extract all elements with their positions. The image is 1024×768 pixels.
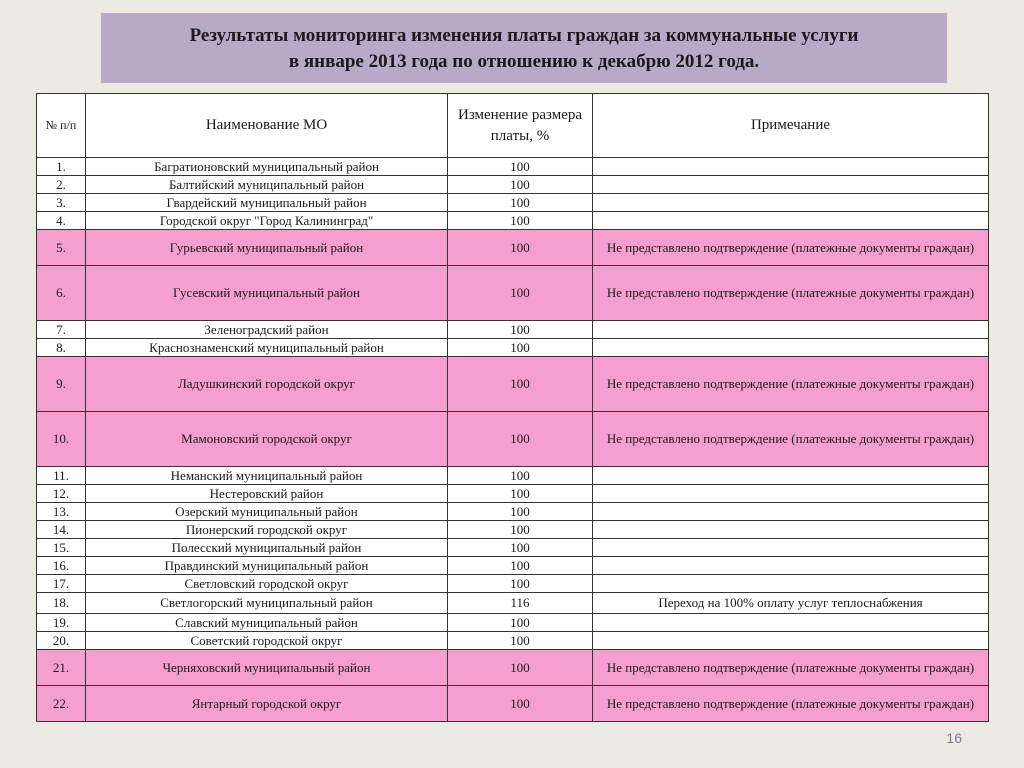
table-row [37, 575, 989, 593]
row-name: Озерский муниципальный район [86, 503, 448, 521]
row-note [593, 158, 989, 176]
row-number: 5. [37, 230, 86, 266]
row-value: 100 [448, 686, 593, 722]
row-note: Не представлено подтверждение (платежные документы граждан) [593, 650, 989, 686]
row-value: 100 [448, 485, 593, 503]
table-row-highlighted [37, 650, 989, 686]
row-value: 100 [448, 614, 593, 632]
page-number: 16 [946, 730, 962, 746]
row-name: Янтарный городской округ [86, 686, 448, 722]
row-number: 17. [37, 575, 86, 593]
row-name: Гвардейский муниципальный район [86, 194, 448, 212]
row-name: Мамоновский городской округ [86, 412, 448, 467]
row-value: 100 [448, 557, 593, 575]
row-note: Переход на 100% оплату услуг теплоснабжения [593, 593, 989, 614]
row-number: 6. [37, 266, 86, 321]
header-change: Изменение размера платы, % [448, 94, 593, 158]
table-row-highlighted [37, 266, 989, 321]
row-value: 100 [448, 575, 593, 593]
monitoring-table [36, 93, 989, 722]
row-note [593, 212, 989, 230]
header-name: Наименование МО [86, 94, 448, 158]
row-value: 100 [448, 632, 593, 650]
table-row [37, 593, 989, 614]
table-row [37, 557, 989, 575]
row-note [593, 539, 989, 557]
table-row [37, 485, 989, 503]
row-value: 100 [448, 339, 593, 357]
row-note [593, 194, 989, 212]
row-note [593, 575, 989, 593]
row-note: Не представлено подтверждение (платежные документы граждан) [593, 412, 989, 467]
table-body [37, 158, 989, 722]
row-number: 20. [37, 632, 86, 650]
row-name: Гусевский муниципальный район [86, 266, 448, 321]
row-value: 100 [448, 503, 593, 521]
table-row [37, 321, 989, 339]
table-row [37, 539, 989, 557]
row-value: 100 [448, 412, 593, 467]
row-value: 100 [448, 467, 593, 485]
table-row [37, 339, 989, 357]
row-name: Советский городской округ [86, 632, 448, 650]
row-number: 14. [37, 521, 86, 539]
table-row [37, 212, 989, 230]
row-number: 18. [37, 593, 86, 614]
row-note: Не представлено подтверждение (платежные документы граждан) [593, 357, 989, 412]
row-name: Светловский городской округ [86, 575, 448, 593]
row-note [593, 467, 989, 485]
row-name: Светлогорский муниципальный район [86, 593, 448, 614]
table-header-row [37, 94, 989, 158]
row-note [593, 503, 989, 521]
row-number: 21. [37, 650, 86, 686]
row-note: Не представлено подтверждение (платежные документы граждан) [593, 266, 989, 321]
row-note [593, 614, 989, 632]
title-line-2: в январе 2013 года по отношению к декабрю 2012 года. [288, 51, 760, 72]
row-note [593, 632, 989, 650]
row-number: 13. [37, 503, 86, 521]
row-number: 15. [37, 539, 86, 557]
row-number: 4. [37, 212, 86, 230]
row-name: Правдинский муниципальный район [86, 557, 448, 575]
row-number: 7. [37, 321, 86, 339]
row-value: 100 [448, 230, 593, 266]
row-value: 100 [448, 357, 593, 412]
row-note [593, 321, 989, 339]
row-name: Краснознаменский муниципальный район [86, 339, 448, 357]
table-row [37, 503, 989, 521]
row-note: Не представлено подтверждение (платежные документы граждан) [593, 230, 989, 266]
row-number: 10. [37, 412, 86, 467]
row-name: Черняховский муниципальный район [86, 650, 448, 686]
header-number: № п/п [37, 94, 86, 158]
row-value: 100 [448, 321, 593, 339]
row-name: Неманский муниципальный район [86, 467, 448, 485]
row-note [593, 521, 989, 539]
row-name: Нестеровский район [86, 485, 448, 503]
row-value: 100 [448, 266, 593, 321]
row-number: 3. [37, 194, 86, 212]
table-row [37, 467, 989, 485]
row-note [593, 176, 989, 194]
table-row [37, 176, 989, 194]
table-row [37, 194, 989, 212]
row-name: Зеленоградский район [86, 321, 448, 339]
row-number: 22. [37, 686, 86, 722]
row-value: 100 [448, 194, 593, 212]
table-row-highlighted [37, 357, 989, 412]
row-name: Пионерский городской округ [86, 521, 448, 539]
row-name: Ладушкинский городской округ [86, 357, 448, 412]
row-number: 12. [37, 485, 86, 503]
row-note: Не представлено подтверждение (платежные документы граждан) [593, 686, 989, 722]
row-number: 16. [37, 557, 86, 575]
table-row [37, 521, 989, 539]
slide-title [101, 13, 947, 83]
row-name: Балтийский муниципальный район [86, 176, 448, 194]
table-row [37, 632, 989, 650]
row-number: 19. [37, 614, 86, 632]
row-name: Полесский муниципальный район [86, 539, 448, 557]
row-value: 100 [448, 176, 593, 194]
row-number: 2. [37, 176, 86, 194]
row-value: 100 [448, 650, 593, 686]
row-number: 1. [37, 158, 86, 176]
row-note [593, 485, 989, 503]
row-name: Городской округ "Город Калининград" [86, 212, 448, 230]
row-name: Багратионовский муниципальный район [86, 158, 448, 176]
row-number: 11. [37, 467, 86, 485]
table-row [37, 158, 989, 176]
row-name: Гурьевский муниципальный район [86, 230, 448, 266]
table-row [37, 614, 989, 632]
table-row-highlighted [37, 230, 989, 266]
row-note [593, 557, 989, 575]
table-row-highlighted [37, 412, 989, 467]
row-name: Славский муниципальный район [86, 614, 448, 632]
row-value: 100 [448, 158, 593, 176]
header-note: Примечание [593, 94, 989, 158]
table-row-highlighted [37, 686, 989, 722]
row-value: 116 [448, 593, 593, 614]
row-number: 9. [37, 357, 86, 412]
row-value: 100 [448, 212, 593, 230]
row-value: 100 [448, 521, 593, 539]
row-note [593, 339, 989, 357]
row-value: 100 [448, 539, 593, 557]
title-line-1: Результаты мониторинга изменения платы граждан за коммунальные услуги [189, 25, 859, 46]
row-number: 8. [37, 339, 86, 357]
